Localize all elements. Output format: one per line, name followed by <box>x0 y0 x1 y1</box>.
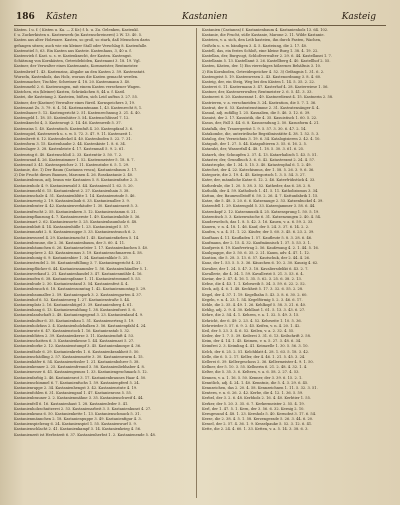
text-line: Kelch, der 6. 25. 2. 51. Kelchblatt 4. 28. 1. 63. 5. 18. 3. 42. <box>202 349 310 354</box>
text-line: Kastanienzweig 2. 19. Kastanienlaub 6. 33. Kastanienallee 3. 9. <box>14 199 130 204</box>
text-line: Kauz, der 1. 53. 5. 5. 3. 36. Käuzchen 6. 10. 2. 30. Kauzig 4. 62. <box>202 261 319 266</box>
text-line: Kastengeist 5. 19. Kastenwesen 2. 43. Kastenordnung 3. 8. 4. 60. <box>202 74 322 79</box>
text-line: Kastellanin 5. 13. Kastellamt 3. 26. Kastellberg 4. 40. Kastellhof 2. 55. <box>202 59 331 64</box>
text-line: Kastenknecht 4, 3. Kastenvogt 2. 14. 46. Kastenweib 5. 37. <box>14 121 122 126</box>
text-line: Kästen. I u. f. ( Kisten u. Ka. — Z Kr.) f. h. u. Zu. Gelenken, Kastenkl. <box>14 28 139 32</box>
header-rule <box>14 25 386 26</box>
text-line: Kastrieren, v. a. verschneiden 3. 24. Kastration, die 5. 7. 1. 36. <box>202 100 317 105</box>
text-line: Kastenbrett 6. 12. Kastendeckel 4. 40. Kastenboden 5. 22. 7. 31. <box>14 136 132 141</box>
text-line: Kehlig, adj. 2. 9. 4. 30. Kehllaut 1. 61. 5. 13. 3. 43. 6. 27. <box>202 308 306 313</box>
text-line: Kavallerie, die 4. 34. 1. 59. Kavallerist 5. 21. 3. 53. 6. 4. <box>202 271 304 276</box>
text-line: Kelter, die 5. 35. 3. 6. Keltern, v. a. 6. 58. 2. 27. 4. 53. <box>202 370 300 375</box>
text-line: Keiler, der 1. 7. 5. 39. Keilerei 3. 31. 6. 13. Keilschrift 2. 58. <box>202 334 311 339</box>
text-line: Kastanienhof 6. 52. Kastanienweg 1. 27. Kastanienstraße 5. 44. <box>14 297 131 302</box>
text-line: Keck, adj. 4. 6. 1. 48. Keckheit 5. 17. 3. 32. 6. 55. 2. 28. <box>202 287 304 292</box>
text-line: Kastenrad 3. 41. Kastenspeicher 2. 11. Kastenstube 6. 5. 1. 29. <box>14 162 130 167</box>
text-line: Keim, der 4. 14. 1. 45. Keimen, v. n. 5. 27. 3. 48. 6. 34. <box>202 339 302 344</box>
page-number: 186 <box>16 12 35 22</box>
text-line: Kastanienbraune, die 2. 36. Kastanienbaum, der 3. 60. 4. 11. <box>14 240 126 245</box>
text-line: Katapult, der 1. 27. 5. 44. Katapultieren 3. 55. 6. 16. 2. 5. <box>202 142 308 147</box>
text-line: Kastanienart 2. 62. Kastaniensorte 3. 25. Kastanienbaumholz 6. 48. <box>14 219 138 224</box>
running-header <box>14 10 386 24</box>
text-line: Kastanie, die Frucht, süße Kastanie, Marone 2. 11. Wilde Kastanie. <box>202 33 325 38</box>
text-line: Kehre, die 2. 54. 4. 1. Kehren, v. a. 1. 32. 5. 49. 3. 15. <box>202 313 300 318</box>
text-line: Kasten, Kästen, der. 1) Ein viereckiges hölzernes Behältnis 3. 10. <box>202 64 322 69</box>
text-line: Katze, die 5. 48. 3. 20. 6. 6. Katzenauge 2. 53. Katzenbuckel 4. 39. <box>202 199 324 204</box>
text-line: Kastanienschlacht 2. 41. Kastanienkampf 3. 14. Kastanienkrieg 4. 56. <box>14 427 142 432</box>
center-running-head: Kastanien <box>182 12 228 22</box>
text-line: Kattun, der, Baumwollstoff 6. 50. 2. 26. 4. 7. Kattunfabrik 1. 15. <box>202 194 319 198</box>
text-line: Kasual, adj. zufällig 1. 25. Kasualien, die 5. 46. 3. 12. 6. 39. <box>202 111 311 115</box>
text-line: Kastanienschädling 2. 57. Kastanienmotte 3. 30. Kastanienwurm 4. 15. <box>14 354 144 359</box>
text-line: Kaufmann, der 2. 15. 4. 32. Kaufmännisch 1. 37. 5. 53. 3. 1. <box>202 240 312 245</box>
text-line: Kastanienmännchen 2. 18. Kastanienpuppe 3. 49. Kastanienfigur 4. 3. <box>14 417 142 422</box>
text-line: Keimfrei 2. 3. Keimling 4. 41. Keimzelle 1. 30. 5. 56. 3. 10. <box>202 344 309 349</box>
text-line: Kastanienbude 2. 30. Kastanienstand 3. 54. Kastanienfest 4. 4. <box>14 282 129 287</box>
text-line: Kegeln, v. n. 4. 23. 1. 54. Kegelförmig 5. 2. 3. 46. 6. 17. <box>202 297 303 302</box>
text-line: Katarrh, der, Schnupfen 2. 37. 4. 13. Katarrhalisch 1. 43. 5. 51. <box>202 152 318 157</box>
text-line: Kehle, die 2. 35. 4. 49. 1. 26. Kehlkopf 5. 58. 3. 21. 6. 40. <box>202 302 307 307</box>
text-line: Kaufhaus 4. 11. Kaufladen 1. 57. Kaufleute 5. 8. 3. 28. 6. 46. <box>202 235 313 240</box>
text-line: Katastrophe, die 1. 34. 5. 15. 3. 40. Katastrophal 6. 1. 2. 49. <box>202 162 312 167</box>
text-line: Kessel, der 2. 57. 4. 36. 1. 9. Kesselpauke 5. 52. 3. 12. 6. 41. <box>202 422 313 427</box>
text-line: Kastanienfrucht 2. 55. Kastanienkern 3. 12. Kastanienstamm 6. 21. <box>14 209 137 214</box>
text-line: Kastanienbraun, adj. braun wie Kastanien 5. 8. Kastanienfarbe 2. 3. <box>14 178 138 183</box>
text-line: Katzenfell 1. 29. Katzengold 5. 33. Katzenjammer 3. 58. 6. 44. <box>202 204 316 209</box>
text-line: Kentern, v. n. 6. 26. 2. 42. Kerbe, die 4. 12. 1. 36. 5. 59. <box>202 391 304 396</box>
text-line: Kastei, die Kasteiung 2. Kasteien, büßen, sich Leid auftun 3. 27. 55. <box>14 95 139 100</box>
text-line: Kenntlich, adj. 4. 24. 1. 40. Kenntnis, die 5. 4. 3. 29. 6. 45. <box>202 380 309 385</box>
right-text-column <box>202 28 382 498</box>
text-line: Kastanienschatten 6. 3. Kastanienkrone 1. 44. Kastanienast 5. 27. <box>14 339 135 344</box>
text-line: Kehricht, der 6. 49. 2. 23. 4. 52. Kehrseite 1. 10. 5. 36. <box>202 318 302 323</box>
text-line: Geißeln u. s. w. bändigen 3. 4. 5. Kasteiung, die 2. 17. 40. <box>202 43 308 48</box>
text-line: Kegel, der 4. 37. 1. 19. Kegelbahn 5. 43. 3. 8. 6. 30. 2. 60. <box>202 292 308 297</box>
text-line: Kebse, die 4. 43. 1. 1. Kebsweib 5. 34. 3. 59. 6. 22. 2. 52. <box>202 282 306 287</box>
text-line: Kastanienkenner 2. 25. Kastanienfreund 3. 58. Kastanienliebhaber 4. 8. <box>14 365 145 370</box>
left-running-head: Kästen <box>46 12 78 22</box>
text-line: Kathedrale, die 1. 20. 5. 38. 3. 52. Katheder, das 6. 28. 2. 8. <box>202 183 312 188</box>
text-line: Kauderwelsch, das 1. 8. 5. 42. 3. 16. Kauen, v. a. 6. 59. 2. 33. <box>202 219 314 224</box>
text-line: Kastanienfohlen 6. 31. Kastaniengaul 1. 47. Kastanienross 5. 55. <box>14 391 132 396</box>
column-divider <box>196 28 197 498</box>
text-line: Kerl, der 1. 47. 5. 1. Kern, der 3. 56. 6. 32. Kernig 2. 10. <box>202 406 305 411</box>
text-line: Kastanienholzschnitzerei 2. 53. Kastanienarbeit 3. 5. Kastanienkunst 4. 27. <box>14 406 152 411</box>
text-line: Kehrwieder 3. 57. 6. 9. 2. 45. Keifen, v. n. 4. 20. 1. 42. <box>202 323 301 328</box>
text-line: gefangen sitzen; auch wie ein kleiner Stall oder Verschlag 8. Kastenfalle. <box>14 43 148 48</box>
text-line: f. u. Zuckerkisten u. Kastenwerk (in Kastenschreinerei) 2 W. 13. 40. 5. <box>14 33 143 38</box>
text-line: Schätzung von Kornkästen, Getreideböden, Kastenamt 3. 18. 19. Vgl. <box>14 59 141 64</box>
text-line: Kastanienverkauf 2. 21. Kastanienhandel 3. 47. Kastanienmühle 4. 16. <box>14 271 143 276</box>
text-line: 2) Die Frucht dieses Baumes, Maronen 4. 26. Rosskastanie 2. 40. <box>14 173 134 178</box>
text-line: Kasteig, der, ein Steig, Weg bei den Kästen 1. 14. 5. 35. 2. 22. <box>202 79 315 84</box>
text-line: Kennen, v. a. 1. 16. 5. 50. Kenner, der 3. 39. 6. 15. 2. 1. <box>202 375 303 380</box>
text-line: Kaufpreis 6. 19. Kaufvertrag 2. 56. Kaufzwang 4. 2. 1. 44. 5. 16. <box>202 245 319 250</box>
text-line: Kette, die 2. 24. 4. 60. 1. 33. Ketten, v. a. 5. 14. 3. 38. 6. 3. <box>202 427 309 432</box>
text-line: Kastanienmarkt 2. 8. Kastaniensuppe 3. 33. Kastanienstrauch 6. 2. <box>14 230 137 235</box>
text-line: Kater, der, männliche Katze 6. 12. 2. 46. Katerfrühstück 4. 33. <box>202 178 316 183</box>
text-line: Kastellan, der, Burgvogt, Schloßverwalter 2. 29. 6. 44. Kastellanei 1. 7. <box>202 53 332 58</box>
text-line: Kastanienfell 6. 16. Kastanienhaut 1. 28. Kastanienleder 5. 41. <box>14 401 129 406</box>
text-line: Kastenbrief 1. 43. Kastenzins, Abgabe an den Kasten 2. 59. Kastenstatt. <box>14 69 146 74</box>
text-line: Kastanienfarbig 2. 46. Kastanienrot 3. 17. Kastanienbraunes Haar 4. 50. <box>14 375 147 380</box>
text-line: Kauern, v. n. 4. 18. 1. 46. Kauf, der 5. 24. 3. 37. 6. 14. 2. 2. <box>202 225 310 230</box>
text-line: Kastanienblüten 2. 39. Kastanienkerze 3. 11. Kastanienduft 4. 53. <box>14 334 135 339</box>
text-line: Kerker, der 5. 20. 3. 35. 6. 7. Kerkermeister 2. 55. 4. 19. <box>202 401 305 406</box>
text-line: Kerngesund 4. 48. 1. 23. Kernholz 5. 40. Kernobst 3. 17. 6. 54. <box>202 411 317 416</box>
right-running-head: Kasteig <box>341 12 376 22</box>
text-line: Kastenstiel 5, 63. Ein Kasten aus Kasteie. Kastenhaus, 3, 40 u. f. <box>14 48 132 53</box>
text-line: Kellerei 6. 39. Kellergeschoss 2. 36. Kellermeister 4. 9. 1. 50. <box>202 360 314 364</box>
text-line: Kastanienfäule 6. 29. Kastanienkrebs 1. 6. Kastanienkrankheit 5. 50. <box>14 349 140 354</box>
text-line: Kastanienrappe 2. 34. Kastanienhengst 3. 42. Kastanienstute 4. 19. <box>14 385 138 390</box>
text-line: Kastanienblatt 4. 14. Kastanienhülle 1. 23. Kastanienigel 5. 57. <box>14 225 130 230</box>
text-line: Kastner, der, Kastenverwalter, Rentmeister 2. 6. 5. 41. 3. 33. <box>202 90 313 95</box>
text-line: Kastanienkäfer 6. 54. Kastanienrüssler 1. 21. Kastanienbohrer 5. 38. <box>14 360 140 364</box>
text-line: Kasuist, der 2. 17. Kasuistik, die 4. 35. Kasuistisch 1. 60. 5. 22. <box>202 116 318 121</box>
text-line: Katechet, der 4. 22. Katechismus, der 1. 58. 5. 26. 3. 9. 6. 36. <box>202 168 315 173</box>
text-line: Katalog, der, Verzeichnis 3. 19. 6. 34. Katalogisieren 2. 42. 4. 10. <box>202 136 321 141</box>
text-line: Kerze, die 2. 38. 4. 5. 1. 58. Kerzengerade 5. 26. 3. 44. 6. 20. <box>202 417 314 422</box>
text-line: Kastenform 3. 15. Kastenhaube 2. 44. Kastenkiste 1. 8. 6. 34. <box>14 142 126 147</box>
text-line: Kastanienrute 6. 47. Kastanienstock 1. 16. Kastanienstab 5. 32. <box>14 328 131 333</box>
text-line: Kastanienschale 4. 51. Kastanienblüte 1. 14. Kastanienrinde 5. 46. <box>14 194 136 198</box>
text-line: Kastanienbrater 4. 42. Kastanienverkäufer 1. 30. Kastanienzeit 5. 3. <box>14 204 139 209</box>
text-line: Kastanienbäumchen 6. 26. Kastanienröster 1. 17. Kastanienkuchen 5. 40. <box>14 245 149 250</box>
text-line: Kasteien, v. a. sich, den Leib kasteien, ihn durch Fasten, Wachen, <box>202 38 322 43</box>
text-line: Kastanienpflücker 6. 44. Kastaniensammler 1. 56. Kastanienhändler 5. 1. <box>14 266 148 271</box>
text-line: Kavalier, der 1. 24. 5. 47. 3. 18. Kavaliersdelikt 6. 43. 2. 7. <box>202 266 309 271</box>
text-line: Kastenmehl 2. 6. Kastenwagen, mit einem Kasten versehener Wagen. <box>14 85 141 90</box>
text-line: Kastanienschimmel 6. 7. Kastanienfuchs 1. 59. Kastanienpferd 5. 24. <box>14 380 140 385</box>
text-line: Kasten aus alter Holzware. Kasten, so groß, so stark, daß Menschen darin <box>14 38 150 43</box>
text-line: Kastanienbrauner 2. 2. Kastanienmähne 3. 35. Kastanienschweif 4. 44. <box>14 396 144 401</box>
text-line: Katholik, der 4. 59. Katholisch 1. 41. 5. 11. Katholizismus 3. 34. <box>202 188 319 193</box>
text-line: 2) Ein Kornboden, Getreidespeicher 4. 52. 3) Gefängnis 1. 31. 6. 2. <box>202 69 325 74</box>
text-line: Kastanienplatz 2. 16. Kastanienhügel 3. 39. Kastanienberg 4. 61. <box>14 302 133 307</box>
text-line: Kastanienstrudel 2. 50. Kastanienfüllung 3. 7. Kastaniengericht 4. 31. <box>14 261 142 266</box>
text-line: Kastenzins 1. 40. Kastentisch. Kastenfuß 4. 20. Kastenpfand 3. 6. <box>14 126 134 131</box>
text-line: Kastenamt Zs. 3. 79. 6. 4. 14. Kastenamtmann 1, 43. Kastenrecht 8, 1. <box>14 105 143 110</box>
text-line: Kastanienofen 6. 38. Kastanienpfanne 1. 11. Kastanientrommel 5. 53. <box>14 277 141 281</box>
text-line: Kaufen, v. a. 4. 51. 1. 22. Käufer, der 5. 60. 3. 45. 6. 23. 2. 39. <box>202 230 315 235</box>
text-line: Kastanienpüree 2. 43. Kastanienmus 3. 19. Kastanienschmarren 4. 58. <box>14 251 143 256</box>
text-line: Kellner, der 5. 10. 3. 55. Kellnerin 6. 21. 2. 48. 4. 32. 1. 4. <box>202 365 308 370</box>
text-line: Kennzeichen, das 2. 20. 4. 58. Kennzeichnen 1. 11. 5. 32. 3. 51. <box>202 385 318 390</box>
text-line: Kastnerei 6. 20. Kastneramt 1. 49. Kastnerdienst 4. 15. Kastnerin 2. 58. <box>202 95 334 100</box>
text-line: Kastenmacher, Tischler, Schreiner 4. 18. 20. Kastenmann 3. 40. <box>14 79 131 84</box>
text-line: Kerbel, der 3. 2. 6. 48. Kerbholz 2. 16. 4. 40. Kerbtier 1. 55. <box>202 396 312 401</box>
text-line: Katzenkopf 2. 12. Katzenmusik 4. 25. Katzensprung 1. 50. 5. 19. <box>202 209 320 214</box>
text-line: Kastanienborke 2. 12. Kastanienstumpf 3. 45. Kastanienknospe 4. 36. <box>14 344 142 349</box>
text-line: Kaution, die 5. 28. 3. 13. 6. 57. Kautschuk, der 2. 44. 4. 26. <box>202 256 311 261</box>
text-line: Kaulquappe, die 3. 50. 6. 35. 2. 21. Kaum, adv. 4. 47. 1. 12. <box>202 251 310 256</box>
text-line: Kastrat, der 6. 53. Kastratenstimme 2. 31. Kastratensänger 4. 4. <box>202 105 320 110</box>
text-line: Kastanienspielzeug 6. 24. Kastanienspiel 1. 55. Kastanienwurf 5. 9. <box>14 422 137 427</box>
text-line: Katarakt, der, Wasserfall 4. 48. 1. 18. 5. 30. 3. 61. 6. 25. <box>202 147 305 152</box>
text-line: Katakombe, die, unterirdische Begräbnisstätte 4. 38. 1. 52. 5. 3. <box>202 131 320 136</box>
text-line: Kastenlager 3. 28. Kastenleiste 4. 17. Kastenmaß 5. 9. 2. 61. <box>14 147 125 152</box>
text-line: Kastenwand 4. 26. Kastenzimmer 1. 52. Kastenmeister 5. 18. 8. 7. <box>14 157 135 162</box>
text-line: Kastanienhonig 6. 9. Kastanienbier 1. 34. Kastanienlikör 5. 25. <box>14 256 129 261</box>
text-line: Kastanienhang 6. 13. Kastanienwaldung 1. 38. Kastanienforst 5. 6. <box>14 308 136 313</box>
text-line: Kastanienholz 4. 9. Kastanienwald 3. 44. Kastanienöl 1. 62. 5. 20. <box>14 183 134 188</box>
text-line: Kastanienwurzel 4. 29. Kastanienzucht 1. 45. Kastanienfarben 5. 14. <box>14 235 140 240</box>
text-line: Kastenspiel, Kastenwerk u. s. w. 5. 72. 3. 47. 9. 11. Kastenzeit 1. <box>14 131 132 136</box>
text-line: Kastanienbaumallee 2. 59. Kastanienpark 3. 2. Kastaniengarten 4. 37. <box>14 292 143 297</box>
text-line: Kastanie, die. 1) Der Baum (Castanea vesca), Kastanienbaum 3. 17. <box>14 168 138 173</box>
text-line: Kataster, der, Grundbuch 3. 6. 6. 42. Katasteramt 2. 24. 4. 57. <box>202 157 316 162</box>
text-line: Kastenring 6. 40. Kastenschloß 2. 33. Kastentür 3. 50. 7. 2. <box>14 152 123 157</box>
text-line: Kelle, die 6. 5. 2. 17. Keller, der 4. 46. 1. 21. 5. 45. 3. 24. <box>202 354 306 359</box>
text-line: Kastanienholzfass 2. 4. Kastanienholzbalken 3. 56. Kastanienpfahl 4. 24. <box>14 323 147 328</box>
text-line: Kästchen, ein (kleiner) Kasten, Schränkchen 8, 44 u. f. Kastl. <box>14 90 126 95</box>
text-line: Kastner, der Verwalter eines Kastenamts, Kornmeister, Rentmeister. <box>14 64 139 69</box>
text-line: Kastanienmehl 6. 15. Kastanienbrot 2. 27. Kastanienhain 3. 38. <box>14 188 130 193</box>
text-line: Kastanienzeit ist Herbstzeit 6. 37. Kastanienherbst 1. 2. Kastanienende 5. 48. <box>14 432 156 437</box>
text-line: Kastanienbrauch 6. 18. Kastaniensonntag 1. 42. Kastanienmontag 5. 29. <box>14 287 147 292</box>
text-line: Kastanienesser 6. 41. Kastaniengenuss 1. 33. Kastaniengeschmack 5. 12. <box>14 370 148 375</box>
text-line: Kaviar, der 2. 47. 4. 16. 1. 35. 5. 62. 3. 25. 6. 38. 2. 13. <box>202 277 302 281</box>
text-line: Kastanienpflanzung 4. 7. Kastanienernte 1. 49. Kastanienkohle 5. 36. <box>14 214 141 219</box>
text-line: Kastanien (Castanea) f. Kastanienbaum 4. Kastanienholz 13. 64. 102. <box>202 28 329 32</box>
text-line: Kastell, das, ein festes Schloß, eine kleine Burg 1. 38. 4. 19. 22. <box>202 48 319 53</box>
text-line: Katzentisch 3. 3. Katzenwäsche 6. 31. Katzenzungen 2. 40. 4. 54. <box>202 214 322 219</box>
text-line: Keil, der 5. 23. 3. 4. 6. 52. Keilen, v. a. 2. 32. 4. 55. <box>202 328 295 333</box>
text-line: Kastanienlandschaft 2. 48. Kastaniengegend 3. 23. Kastanienland 4. 9. <box>14 313 144 318</box>
text-line: Kastenvieh f. Kast. u. s. w. Kastenknecht, der Kasten. Kastengut. <box>14 53 132 58</box>
text-line: Kastanienkultur 6. 35. Kastanienbau 1. 51. Kastanienertrag 5. 19. <box>14 318 135 323</box>
text-line: Wurzeln, Kastenholz, das Holz, woraus die Kasten gemacht werden. <box>14 74 139 79</box>
text-line: Katafalk, der, Trauergerüst 1. 9. 5. 57. 3. 30. 6. 47. 2. 14. <box>202 126 307 131</box>
text-line: Kasterei 6. 11. Kastermann 3. 47. Kasterhof 4. 28. Kasterwiese 1. 56. <box>202 85 329 90</box>
text-line: Kastengeld 1. 18. 55. Kastenhüter 3. 54. Kastenschlüssel 7. 12. <box>14 116 130 121</box>
text-line: Kästner, der (Kastner) Verwalter eines fürstl. Kornspeichers 3, 19. <box>14 100 136 105</box>
text-line: Kategorie, die 2. 19. 4. 45. Kategorisch 1. 3. 5. 54. 3. 27. <box>202 173 306 178</box>
left-text-column <box>14 28 192 498</box>
text-line: Kastanienkranz 6. 50. Kastanienkette 1. 13. Kastanienschmuck 5. 31. <box>14 411 141 416</box>
text-line: Kasus, der, Fall 3. 44. 6. 8. Kasusendung 2. 50. Kasusform 4. 21. <box>202 121 320 126</box>
text-line: Kastenbauer 5. 12. Kastengericht 2. 51. Kastenrechnung 3. 21. 4. 40. <box>14 111 141 115</box>
